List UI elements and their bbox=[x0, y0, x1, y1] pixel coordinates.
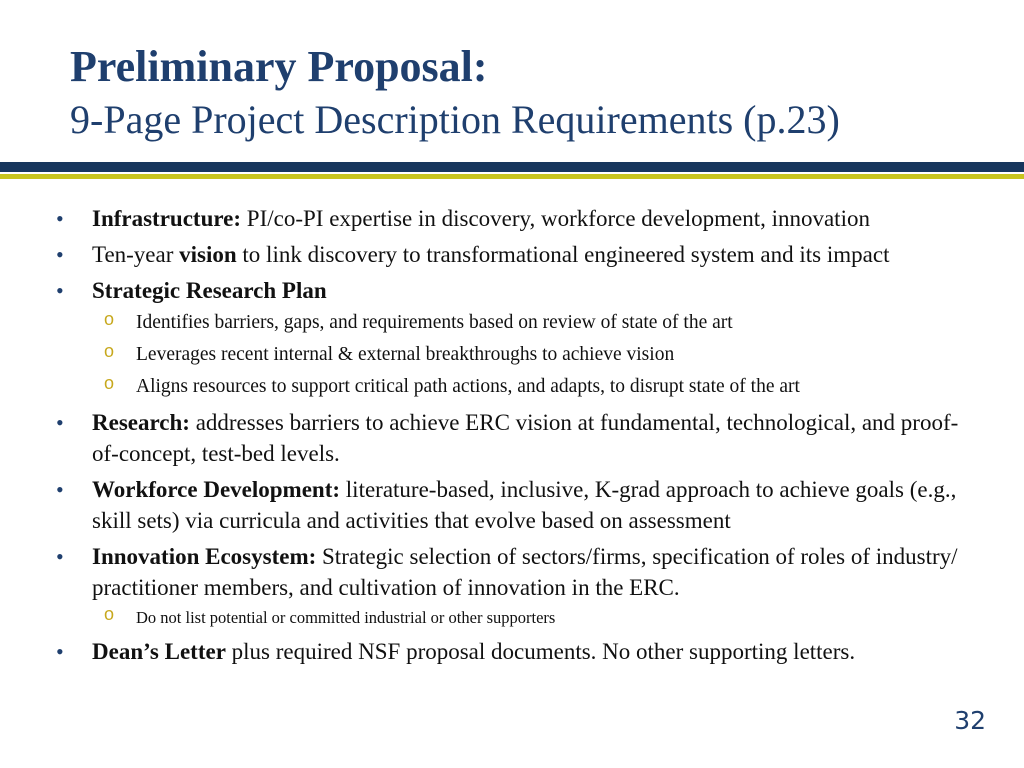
sub-bullet-list bbox=[92, 308, 976, 402]
bullet-heading: vision bbox=[179, 242, 237, 267]
bullet-text: plus required NSF proposal documents. No other supporting letters. bbox=[225, 639, 856, 664]
title-main: Preliminary Proposal: bbox=[70, 42, 488, 91]
slide-title bbox=[70, 40, 1000, 146]
page-number: 32 bbox=[954, 706, 986, 735]
sub-bullet-item bbox=[92, 340, 976, 370]
sub-bullet-item bbox=[92, 308, 976, 338]
bullet-text: addresses barriers to achieve ERC vision at fundamental, technological, and proof-of-concept, test-bed levels. bbox=[92, 410, 959, 466]
bullet-dot-icon: • bbox=[56, 544, 64, 569]
bullet-heading: Workforce Development: bbox=[92, 477, 341, 502]
bullet-dot-icon: • bbox=[56, 477, 64, 502]
bullet-text-pre: Ten-year bbox=[92, 242, 180, 267]
bullet-dot-icon: • bbox=[56, 410, 64, 435]
bullet-text: Strategic selection of sectors/firms, specification of roles of industry/ practitioner members, and cultivation of innovation in the ERC. bbox=[92, 544, 958, 600]
bullet-heading: Research: bbox=[92, 410, 190, 435]
sub-bullet-text: Leverages recent internal & external breakthroughs to achieve vision bbox=[136, 344, 675, 365]
circle-bullet-icon: o bbox=[104, 373, 115, 393]
bullet-text: to link discovery to transformational engineered system and its impact bbox=[236, 242, 890, 267]
bullet-vision bbox=[56, 239, 976, 270]
sub-bullet-text: Aligns resources to support critical path actions, and adapts, to disrupt state of the art bbox=[136, 376, 800, 397]
title-subtitle: 9-Page Project Description Requirements (p.23) bbox=[70, 97, 840, 142]
sub-bullet-text: Identifies barriers, gaps, and requirements based on review of state of the art bbox=[136, 312, 733, 333]
circle-bullet-icon: o bbox=[104, 309, 115, 329]
bullet-strategic-research-plan bbox=[56, 275, 976, 402]
bullet-dot-icon: • bbox=[56, 278, 64, 303]
title-rule-navy bbox=[0, 162, 1024, 172]
bullet-heading: Strategic Research Plan bbox=[92, 278, 327, 303]
bullet-innovation-ecosystem bbox=[56, 541, 976, 631]
bullet-dot-icon: • bbox=[56, 206, 64, 231]
sub-bullet-item bbox=[92, 605, 976, 631]
sub-bullet-text: Do not list potential or committed industrial or other supporters bbox=[136, 608, 556, 627]
circle-bullet-icon: o bbox=[104, 341, 115, 361]
bullet-list bbox=[56, 203, 976, 672]
bullet-text: PI/co-PI expertise in discovery, workforce development, innovation bbox=[241, 206, 870, 231]
bullet-deans-letter bbox=[56, 636, 976, 667]
bullet-text: literature-based, inclusive, K-grad approach to achieve goals (e.g., skill sets) via curricula and activities that evolve based on assessment bbox=[92, 477, 957, 533]
bullet-workforce-development bbox=[56, 474, 976, 536]
circle-bullet-icon: o bbox=[104, 604, 115, 624]
bullet-dot-icon: • bbox=[56, 639, 64, 664]
bullet-research bbox=[56, 407, 976, 469]
bullet-dot-icon: • bbox=[56, 242, 64, 267]
bullet-heading: Dean’s Letter bbox=[92, 639, 226, 664]
sub-bullet-list bbox=[92, 605, 976, 631]
sub-bullet-item bbox=[92, 372, 976, 402]
bullet-heading: Infrastructure: bbox=[92, 206, 242, 231]
bullet-infrastructure bbox=[56, 203, 976, 234]
title-rule-gold bbox=[0, 174, 1024, 179]
bullet-heading: Innovation Ecosystem: bbox=[92, 544, 317, 569]
